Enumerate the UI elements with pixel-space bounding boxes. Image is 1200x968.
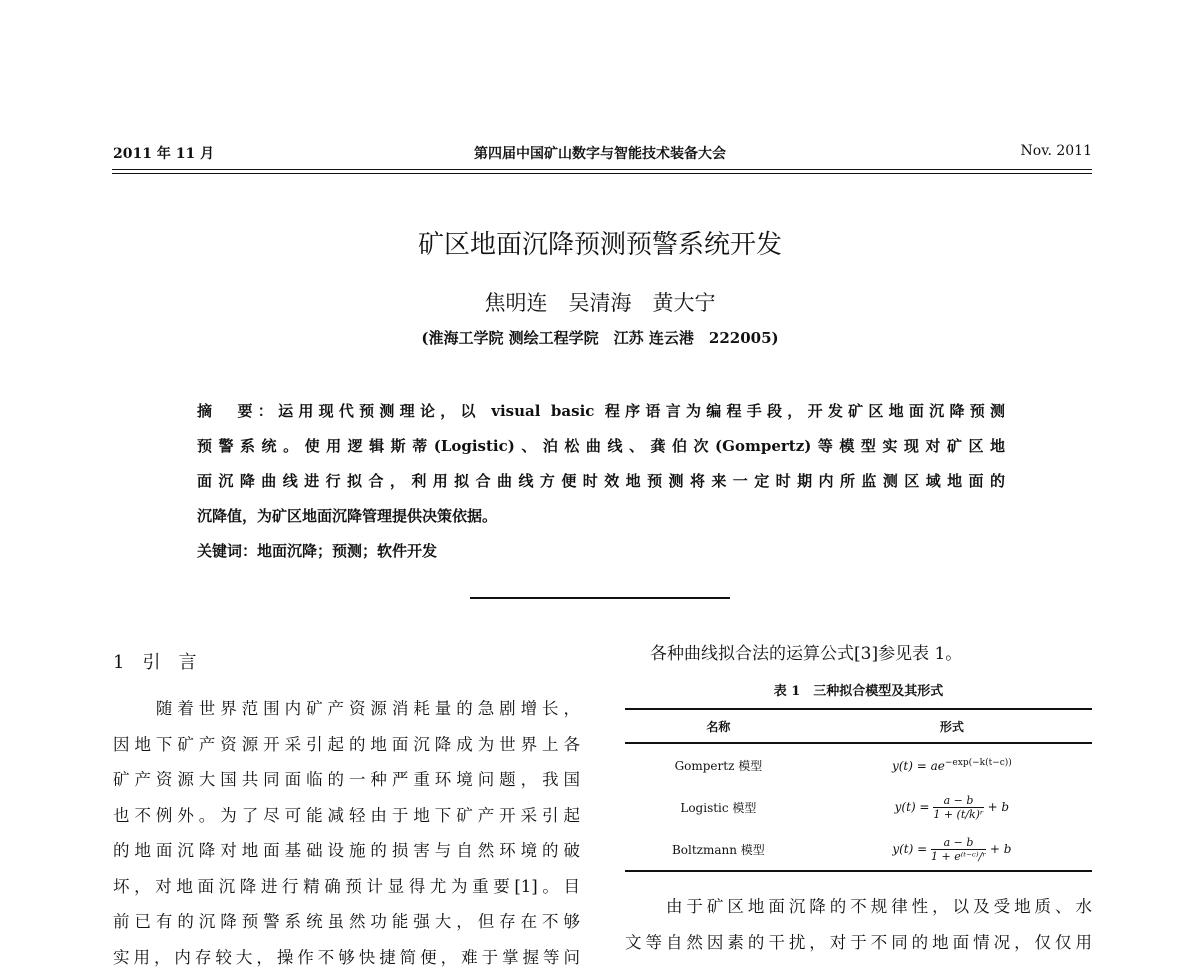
section-heading: 1 引 言 xyxy=(113,652,197,673)
formula-lhs: y(t) = xyxy=(892,841,928,856)
abstract-line: 沉降值，为矿区地面沉降管理提供决策依据。 xyxy=(197,507,498,525)
models-table xyxy=(625,708,1092,872)
formula-exponent: −exp(−k(t−c)) xyxy=(944,757,1012,768)
numerator: a − b xyxy=(933,794,983,808)
table-row xyxy=(625,786,1092,828)
formula-lhs: y(t) = ae xyxy=(891,758,945,773)
denominator: 1 + e⁽ᵗ⁻ᶜ⁾/ʳ xyxy=(931,849,987,863)
model-name: Gompertz 模型 xyxy=(674,758,763,773)
formula-rhs: + b xyxy=(987,799,1010,814)
affiliation: (淮海工学院 测绘工程学院 江苏 连云港 222005) xyxy=(421,329,779,347)
formula-lhs: y(t) = xyxy=(894,799,930,814)
header-rule-2 xyxy=(112,173,1092,174)
formula-fraction xyxy=(931,836,986,863)
body-line: 坏，对地面沉降进行精确预计显得尤为重要[1]。目 xyxy=(113,877,580,896)
header-conference: 第四届中国矿山数字与智能技术装备大会 xyxy=(474,146,726,162)
paper-title: 矿区地面沉降预测预警系统开发 xyxy=(417,230,782,260)
body-line: 也不例外。为了尽可能减轻由于地下矿产开采引起 xyxy=(113,806,580,825)
table-header: 形式 xyxy=(812,709,1092,743)
abstract-separator xyxy=(470,597,730,599)
header-date: 2011 年 11 月 xyxy=(113,146,215,162)
header-date-en: Nov. 2011 xyxy=(1020,143,1092,159)
body-line: 文等自然因素的干扰，对于不同的地面情况，仅仅用 xyxy=(625,933,1092,952)
header-rule xyxy=(112,169,1092,170)
table-intro: 各种曲线拟合法的运算公式[3]参见表 1。 xyxy=(650,644,963,664)
model-formula xyxy=(812,743,1092,786)
table-header: 名称 xyxy=(625,709,812,743)
authors: 焦明连 吴清海 黄大宁 xyxy=(484,291,716,315)
model-name: Boltzmann 模型 xyxy=(625,828,812,871)
body-line: 矿产资源大国共同面临的一种严重环境问题，我国 xyxy=(113,770,580,789)
table-row xyxy=(625,828,1092,871)
model-formula xyxy=(812,786,1092,828)
body-line: 的地面沉降对地面基础设施的损害与自然环境的破 xyxy=(113,841,580,860)
model-formula xyxy=(812,828,1092,871)
body-line: 随着世界范围内矿产资源消耗量的急剧增长， xyxy=(113,699,580,718)
denominator: 1 + (t/k)ʳ xyxy=(933,807,984,821)
body-line: 因地下矿产资源开采引起的地面沉降成为世界上各 xyxy=(113,735,580,754)
keywords: 关键词：地面沉降；预测；软件开发 xyxy=(197,542,438,560)
formula-rhs: + b xyxy=(989,841,1012,856)
body-line: 实用，内存较大，操作不够快捷简便，难于掌握等问 xyxy=(113,948,580,967)
table-caption: 表 1 三种拟合模型及其形式 xyxy=(773,684,944,699)
formula-fraction xyxy=(933,794,983,821)
model-name: Logistic 模型 xyxy=(680,800,757,815)
abstract-line: 预警系统。使用逻辑斯蒂(Logistic)、泊松曲线、龚伯次(Gompertz)等模型实现对矿区地 xyxy=(197,437,1005,455)
abstract-line: 面沉降曲线进行拟合，利用拟合曲线方便时效地预测将来一定时期内所监测区域地面的 xyxy=(197,472,1005,490)
table-row xyxy=(625,743,1092,786)
body-line: 由于矿区地面沉降的不规律性，以及受地质、水 xyxy=(625,897,1092,916)
numerator: a − b xyxy=(931,836,986,850)
body-line: 前已有的沉降预警系统虽然功能强大，但存在不够 xyxy=(113,912,580,931)
abstract-line: 摘 要：运用现代预测理论，以 visual basic 程序语言为编程手段，开发矿区地面沉降预测 xyxy=(197,402,1005,420)
